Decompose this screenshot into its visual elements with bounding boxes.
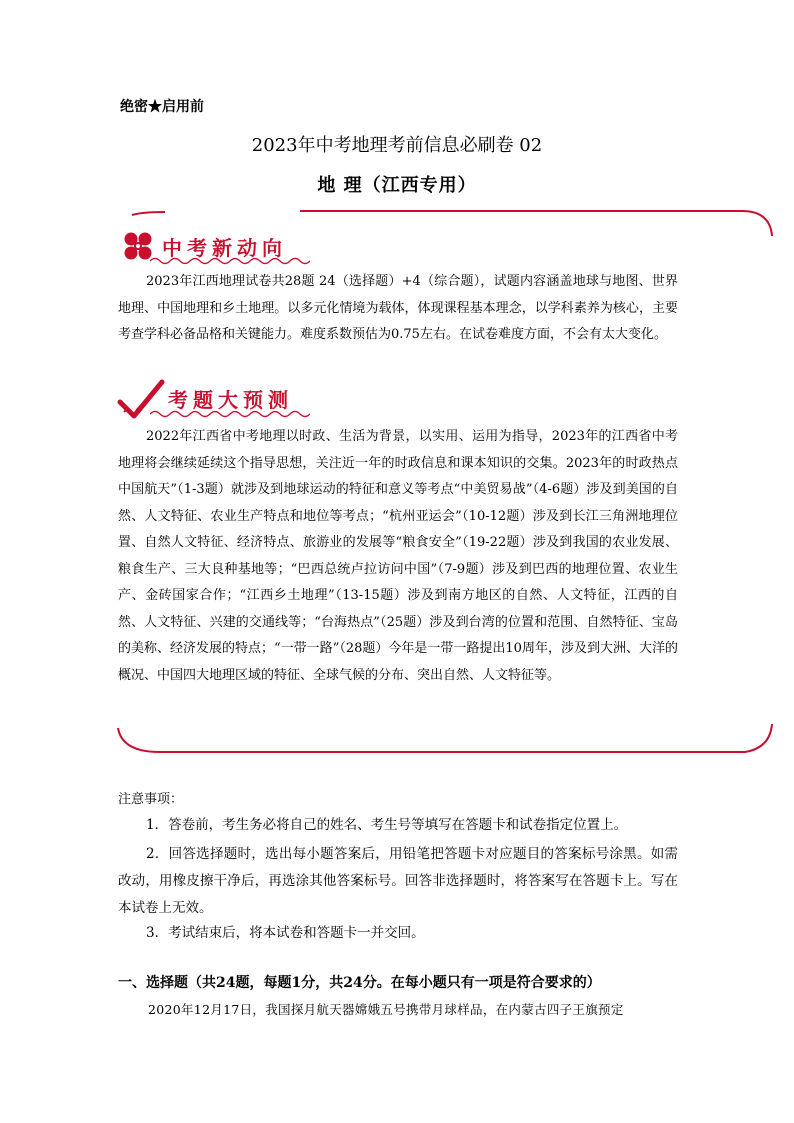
trend-paragraph: 2023年江西地理试卷共28题 24（选择题）+4（综合题），试题内容涵盖地球与地图、世界地理、中国地理和乡土地理。以多元化情境为载体，体现课程基本理念，以学科素养为核心，主要考查学科必备品格和关键能力。难度系数预估为0.75左右。在试卷难度方面，不会有太大变化。 [118, 274, 678, 342]
note-item: 1．答卷前，考生务必将自己的姓名、考生号等填写在答题卡和试卷指定位置上。 [146, 817, 628, 833]
note-item: 3．考试结束后，将本试卷和答题卡一并交回。 [146, 925, 425, 941]
question-intro: 2020年12月17日，我国探月航天器嫦娥五号携带月球样品，在内蒙古四子王旗预定 [148, 1002, 624, 1017]
notes-title: 注意事项： [118, 792, 184, 807]
note-item: 2．回答选择题时，选出每小题答案后，用铅笔把答题卡对应题目的答案标号涂黑。如需改动，用橡皮擦干净后，再选涂其他答案标号。回答非选择题时，将答案写在答题卡上。写在本试卷上无效。 [118, 846, 678, 916]
section-heading: 一、选择题（共24题，每题1分，共24分。在每小题只有一项是符合要求的） [118, 975, 601, 991]
wavy-underline [150, 409, 310, 419]
paper-title: 2023年中考地理考前信息必刷卷 02 [251, 135, 543, 156]
confidential-label: 绝密★启用前 [120, 99, 204, 115]
trend-heading: 中考新动向 [162, 236, 287, 260]
forecast-paragraph: 2022年江西省中考地理以时政、生活为背景，以实用、运用为指导，2023年的江西省中考地理将会继续延续这个指导思想，关注近一年的时政信息和课本知识的交集。2023年的时政热点中国航天”（1-3题）就涉及到地球运动的特征和意义等考点“中美贸易战”（4-6题）涉及到美国的自然、人文特征、农业生产特点和地位等考点；“杭州亚运会”（10-12题）涉及到长江三角洲地理位置、自然人文特征、经济特点、旅游业的发展等“粮食安全”（19-22题）涉及到我国的农业发展、粮食生产、三大良种基地等；“巴西总统卢拉访问中国”（7-9题）涉及到巴西的地理位置、农业生产、金砖国家合作；“江西乡土地理”（13-15题）涉及到南方地区的自然、人文特征，江西的自然、人文特征、兴建的交通线等；“台海热点”（25题）涉及到台湾的位置和范围、自然特征、宝岛的美称、经济发展的特点；“一带一路”（28题）今年是一带一路提出10周年，涉及到大洲、大洋的概况、中国四大地理区域的特征、全球气候的分布、突出自然、人文特征等。 [118, 429, 678, 683]
paper-subtitle: 地 理（江西专用） [317, 175, 477, 196]
forecast-heading: 考题大预测 [168, 388, 293, 412]
wavy-underline [150, 256, 310, 266]
